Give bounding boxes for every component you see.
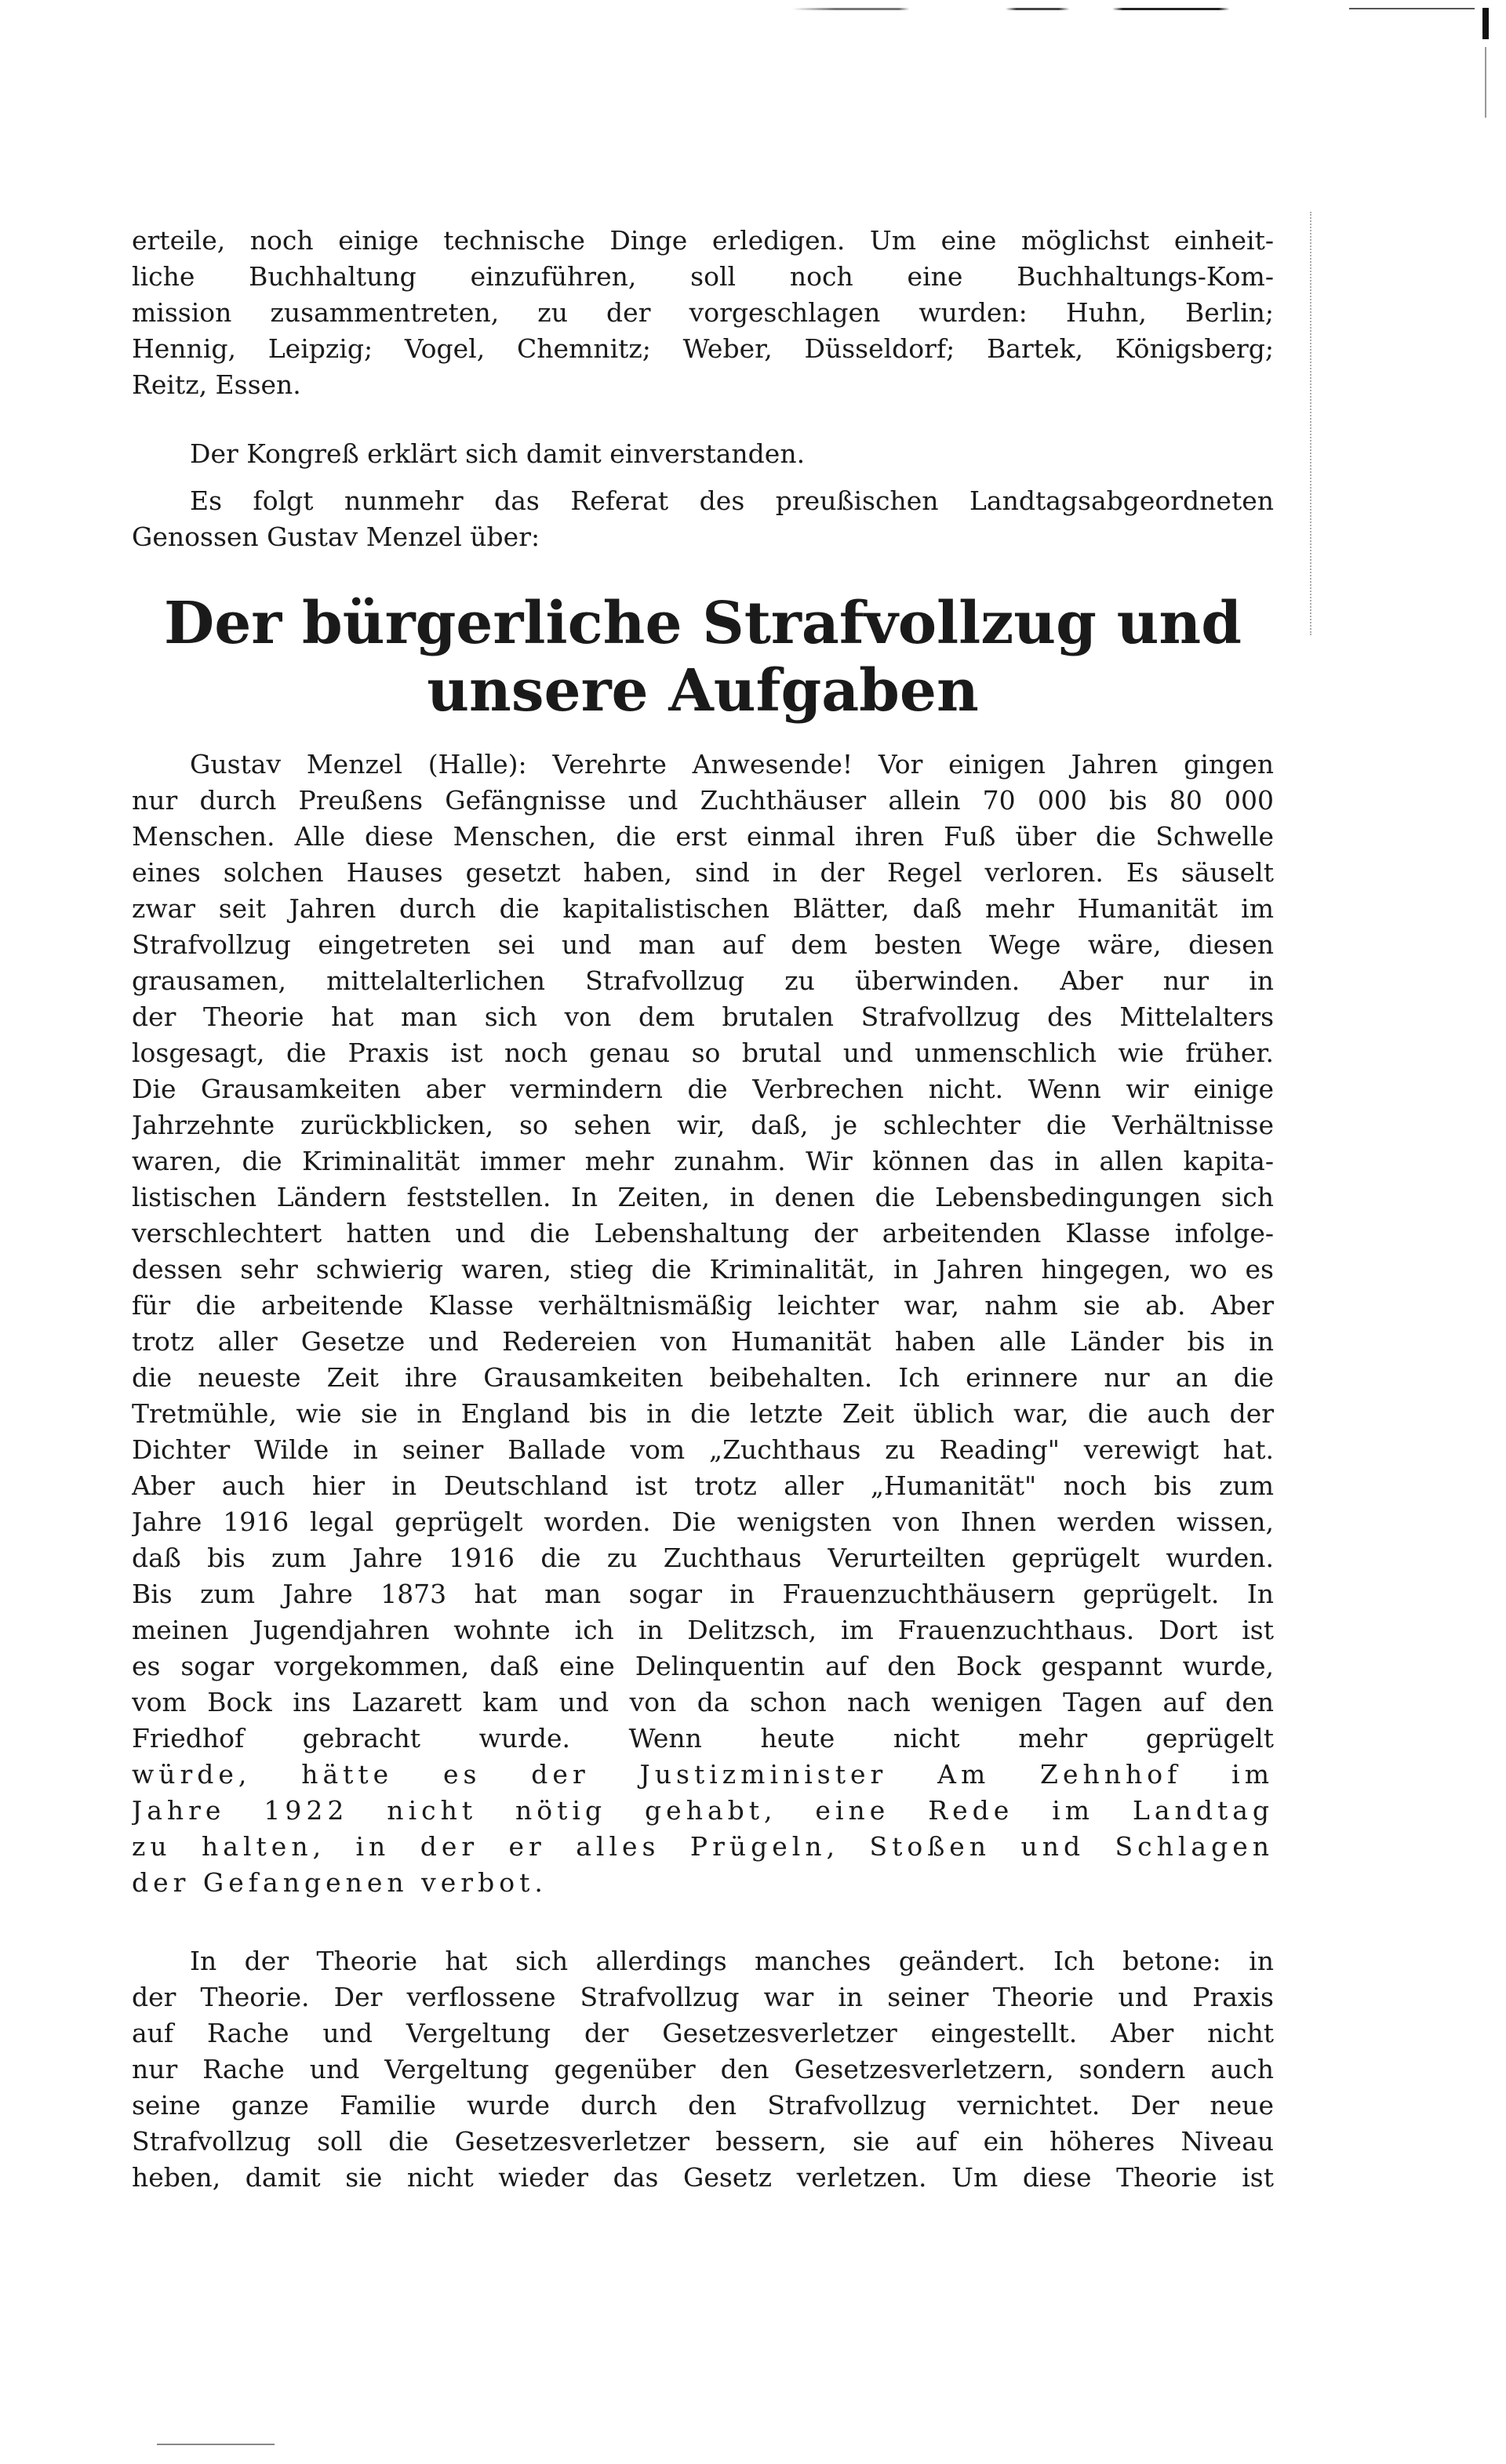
speech-line: Gustav Menzel (Halle): Verehrte Anwesende! Vor einigen Jahren gingen <box>190 749 1274 780</box>
speech-line: daß bis zum Jahre 1916 die zu Zuchthaus Verurteilten geprügelt wurden. <box>132 1543 1274 1573</box>
theory-line: heben, damit sie nicht wieder das Gesetz verletzen. Um diese Theorie ist <box>132 2162 1274 2193</box>
speech-line: Aber auch hier in Deutschland ist trotz aller „Humanität" noch bis zum <box>132 1470 1274 1501</box>
intro-line: Hennig, Leipzig; Vogel, Chemnitz; Weber, Düsseldorf; Bartek, Königsberg; <box>132 333 1274 364</box>
speech-line: losgesagt, die Praxis ist noch genau so brutal und unmenschlich wie früher. <box>132 1038 1274 1068</box>
speech-line: eines solchen Hauses gesetzt haben, sind in der Regel verloren. Es säuselt <box>132 857 1274 888</box>
speech-line: Tretmühle, wie sie in England bis in die letzte Zeit üblich war, die auch der <box>132 1398 1274 1429</box>
intro-line: liche Buchhaltung einzuführen, soll noch eine Buchhaltungs-Kom- <box>132 261 1274 292</box>
speech-paragraph <box>132 747 1274 1901</box>
theory-line: Strafvollzug soll die Gesetzesverletzer bessern, sie auf ein höheres Niveau <box>132 2126 1274 2157</box>
heading-line-2: unsere Aufgaben <box>427 657 979 725</box>
referat-paragraph <box>132 483 1274 555</box>
speech-line: Die Grausamkeiten aber vermindern die Verbrechen nicht. Wenn wir einige <box>132 1074 1274 1104</box>
speech-line: der Gefangenen verbot. <box>132 1867 547 1898</box>
intro-paragraph <box>132 223 1274 403</box>
scan-edge-mark-top <box>792 8 1326 10</box>
congress-line: Der Kongreß erklärt sich damit einverstanden. <box>190 438 806 469</box>
speech-line: Menschen. Alle diese Menschen, die erst einmal ihren Fuß über die Schwelle <box>132 821 1274 852</box>
theory-paragraph <box>132 1943 1274 2196</box>
speech-line: meinen Jugendjahren wohnte ich in Delitzsch, im Frauenzuchthaus. Dort ist <box>132 1615 1274 1645</box>
speech-line: listischen Ländern feststellen. In Zeiten, in denen die Lebensbedingungen sich <box>132 1182 1274 1212</box>
speech-line: Jahrzehnte zurückblicken, so sehen wir, daß, je schlechter die Verhältnisse <box>132 1110 1274 1140</box>
theory-line: nur Rache und Vergeltung gegenüber den Gesetzesverletzern, sondern auch <box>132 2054 1274 2084</box>
speech-line: vom Bock ins Lazarett kam und von da schon nach wenigen Tagen auf den <box>132 1687 1274 1717</box>
theory-line: seine ganze Familie wurde durch den Strafvollzug vernichtet. Der neue <box>132 2090 1274 2121</box>
theory-line: auf Rache und Vergeltung der Gesetzesverletzer eingestellt. Aber nicht <box>132 2018 1274 2048</box>
theory-line: In der Theorie hat sich allerdings manches geändert. Ich betone: in <box>190 1946 1274 1976</box>
speech-line: Bis zum Jahre 1873 hat man sogar in Frauenzuchthäusern geprügelt. In <box>132 1579 1274 1609</box>
speech-line: würde, hätte es der Justizminister Am Zehnhof im <box>132 1759 1274 1790</box>
scan-corner-mark <box>1482 8 1489 39</box>
scan-margin-ticks <box>1305 212 1311 635</box>
speech-line: dessen sehr schwierig waren, stieg die Kriminalität, in Jahren hingegen, wo es <box>132 1254 1274 1285</box>
speech-line: der Theorie hat man sich von dem brutalen Strafvollzug des Mittelalters <box>132 1001 1274 1032</box>
scan-edge-mark-top-right <box>1349 8 1475 9</box>
speech-line: für die arbeitende Klasse verhältnismäßig leichter war, nahm sie ab. Aber <box>132 1290 1274 1321</box>
speech-line: es sogar vorgekommen, daß eine Delinquentin auf den Bock gespannt wurde, <box>132 1651 1274 1681</box>
scan-edge-mark-bottom <box>157 2444 275 2445</box>
intro-line: Reitz, Essen. <box>132 369 301 400</box>
theory-line: der Theorie. Der verflossene Strafvollzug war in seiner Theorie und Praxis <box>132 1982 1274 2012</box>
article-heading <box>132 590 1274 725</box>
speech-line: Dichter Wilde in seiner Ballade vom „Zuchthaus zu Reading" verewigt hat. <box>132 1434 1274 1465</box>
referat-line: Es folgt nunmehr das Referat des preußischen Landtagsabgeordneten <box>190 485 1274 516</box>
speech-line: Jahre 1922 nicht nötig gehabt, eine Rede im Landtag <box>132 1795 1274 1826</box>
speech-line: waren, die Kriminalität immer mehr zunahm. Wir können das in allen kapita- <box>132 1146 1274 1176</box>
intro-line: mission zusammentreten, zu der vorgeschlagen wurden: Huhn, Berlin; <box>132 297 1274 328</box>
speech-line: Friedhof gebracht wurde. Wenn heute nicht mehr geprügelt <box>132 1723 1274 1754</box>
heading-line-1: Der bürgerliche Strafvollzug und <box>164 590 1242 657</box>
speech-line: zwar seit Jahren durch die kapitalistischen Blätter, daß mehr Humanität im <box>132 893 1274 924</box>
speech-line: Strafvollzug eingetreten sei und man auf dem besten Wege wäre, diesen <box>132 929 1274 960</box>
speech-line: trotz aller Gesetze und Redereien von Humanität haben alle Länder bis in <box>132 1326 1274 1357</box>
speech-line: verschlechtert hatten und die Lebenshaltung der arbeitenden Klasse infolge- <box>132 1218 1274 1248</box>
speech-line: zu halten, in der er alles Prügeln, Stoßen und Schlagen <box>132 1831 1274 1862</box>
congress-paragraph <box>132 436 1274 472</box>
referat-line: Genossen Gustav Menzel über: <box>132 522 540 552</box>
speech-line: Jahre 1916 legal geprügelt worden. Die wenigsten von Ihnen werden wissen, <box>132 1506 1274 1537</box>
speech-line: nur durch Preußens Gefängnisse und Zuchthäuser allein 70 000 bis 80 000 <box>132 785 1274 816</box>
speech-line: grausamen, mittelalterlichen Strafvollzug zu überwinden. Aber nur in <box>132 965 1274 996</box>
speech-line: die neueste Zeit ihre Grausamkeiten beibehalten. Ich erinnere nur an die <box>132 1362 1274 1393</box>
intro-line: erteile, noch einige technische Dinge erledigen. Um eine möglichst einheit- <box>132 225 1274 256</box>
scan-edge-line-right <box>1485 47 1486 118</box>
